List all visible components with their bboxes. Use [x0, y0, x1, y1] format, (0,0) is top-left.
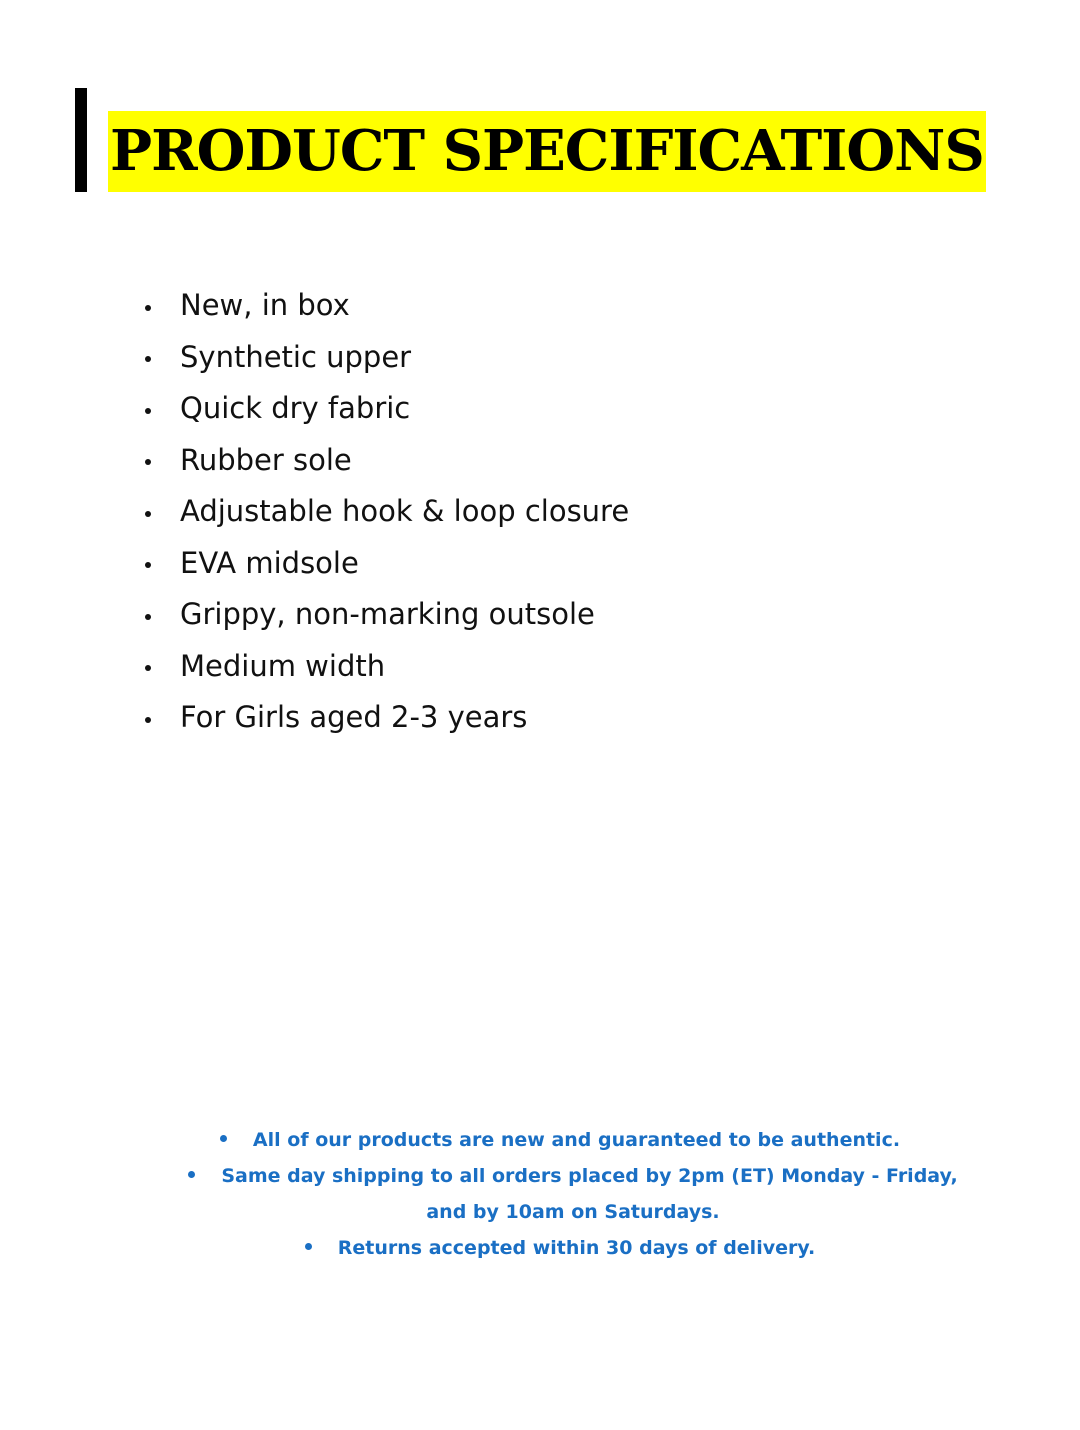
specifications-list [140, 280, 629, 744]
spec-item-label: For Girls aged 2-3 years [180, 700, 528, 734]
spec-item-label: Synthetic upper [180, 339, 412, 374]
policy-text: Returns accepted within 30 days of delivery. [337, 1237, 816, 1259]
spec-item-label: Grippy, non-marking outsole [180, 597, 595, 631]
bullet-icon [145, 562, 151, 568]
policy-item-returns [140, 1230, 980, 1266]
spec-item [140, 538, 629, 590]
page-title: PRODUCT SPECIFICATIONS [108, 111, 986, 192]
spec-item [140, 280, 629, 332]
bullet-icon [145, 665, 151, 671]
store-policies-list [140, 1122, 980, 1266]
spec-item [140, 589, 629, 641]
spec-item [140, 486, 629, 538]
spec-item-label: New, in box [180, 288, 350, 322]
policy-text: Same day shipping to all orders placed by 2pm (ET) Monday - Friday, and by 10am on Saturdays. [221, 1165, 958, 1223]
policy-item-shipping [140, 1158, 980, 1230]
bullet-icon [220, 1135, 227, 1142]
spec-item-label: EVA midsole [180, 545, 359, 580]
bullet-icon [188, 1171, 195, 1178]
bullet-icon [145, 408, 151, 414]
policy-text: All of our products are new and guaranteed to be authentic. [252, 1129, 901, 1151]
policy-item-authenticity [140, 1122, 980, 1158]
spec-item-label: Adjustable hook & loop closure [180, 494, 630, 528]
spec-item [140, 692, 629, 744]
bullet-icon [145, 305, 151, 311]
bullet-icon [145, 717, 151, 723]
spec-item-label: Rubber sole [180, 442, 352, 477]
bullet-icon [145, 614, 151, 620]
bullet-icon [145, 511, 151, 517]
spec-item [140, 435, 629, 487]
heading-accent-bar [75, 88, 87, 192]
spec-item [140, 641, 629, 693]
bullet-icon [145, 356, 151, 362]
spec-item [140, 383, 629, 435]
spec-item-label: Quick dry fabric [180, 391, 411, 425]
spec-item [140, 332, 629, 384]
spec-item-label: Medium width [180, 648, 386, 683]
bullet-icon [305, 1243, 312, 1250]
bullet-icon [145, 459, 151, 465]
